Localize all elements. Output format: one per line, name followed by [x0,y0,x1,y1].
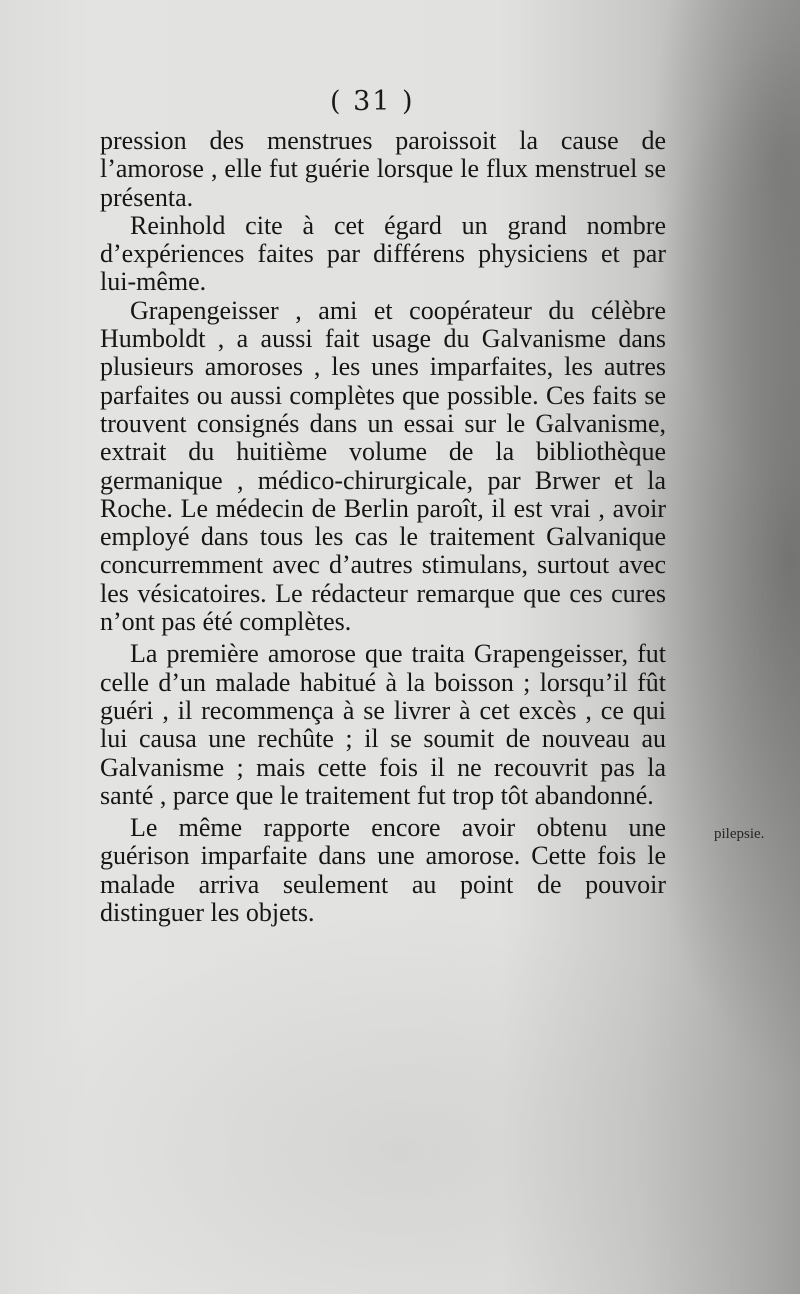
paragraph-5: Le même rapporte encore avoir obtenu une guérison imparfaite dans une amorose. Cette fois le malade arriva seulement au point de pouvoir distinguer les objets. [100,813,666,928]
page-number: ( 31 ) [330,86,415,117]
body-text [100,127,666,927]
paragraph-4: La première amorose que traita Grapengeisser, fut celle d’un malade habitué à la boisson ; lorsqu’il fût guéri , il recommença à se livrer à cet excès , ce qui lui causa une rechûte ; il se soumit de nouveau au Galvanisme ; mais cette fois il ne recouvrit pas la santé , parce que le traitement fut trop tôt abandonné. [100,639,666,810]
paragraph-1: pression des menstrues paroissoit la cause de l’amorose , elle fut guérie lorsque le flux menstruel se présenta. [100,126,666,212]
paragraph-3: Grapengeisser , ami et coopérateur du célèbre Humboldt , a aussi fait usage du Galvanisme dans plusieurs amoroses , les unes imparfaites, les autres parfaites ou aussi complètes que possible. Ces faits se trouvent consignés dans un essai sur le Galvanisme, extrait du huitième volume de la bibliothèque germanique , médico-chirurgicale, par Brwer et la Roche. Le médecin de Berlin paroît, il est vrai , avoir employé dans tous les cas le traitement Galvanique concurremment avec d’autres stimulans, surtout avec les vésicatoires. Le rédacteur remarque que ces cures n’ont pas été complètes. [100,295,666,637]
margin-note: pilepsie. [714,826,765,842]
paragraph-2: Reinhold cite à cet égard un grand nombre d’expériences faites par différens physiciens et par lui-même. [100,210,666,297]
